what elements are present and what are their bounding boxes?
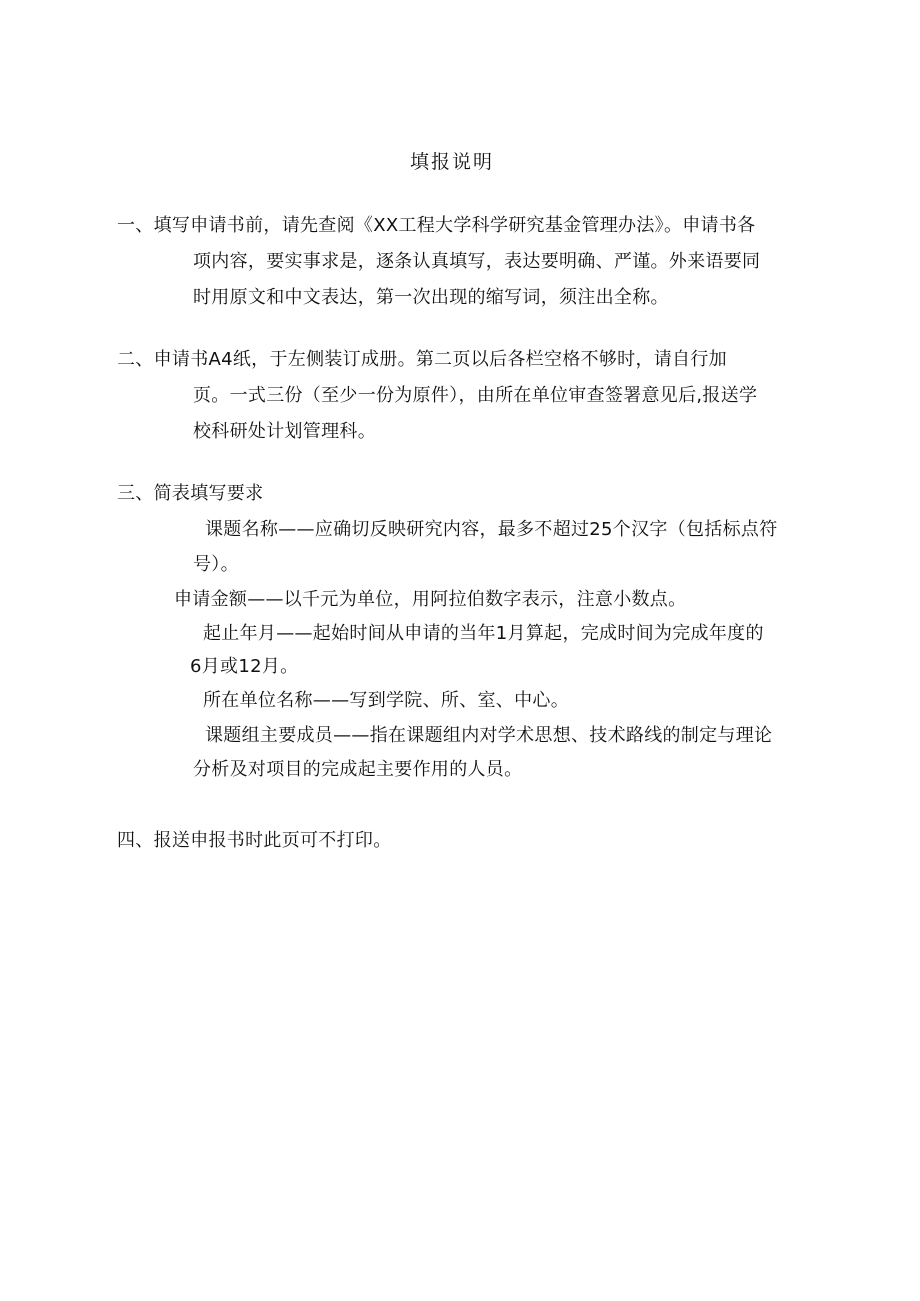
section3-heading: 三、简表填写要求 (117, 483, 264, 504)
section1-line2: 项内容，要实事求是，逐条认真填写，表达要明确、严谨。外来语要同 (193, 251, 761, 272)
section2-line3: 校科研处计划管理科。 (193, 421, 376, 442)
members-line2: 分析及对项目的完成起主要作用的人员。 (193, 759, 523, 780)
members-line1: 课题组主要成员——指在课题组内对学术思想、技术路线的制定与理论 (205, 725, 773, 746)
section4-line: 四、报送申报书时此页可不打印。 (117, 830, 392, 851)
topic-name-line2: 号）。 (193, 554, 239, 575)
section1-line3: 时用原文和中文表达，第一次出现的缩写词，须注出全称。 (193, 287, 669, 308)
page-title: 填报说明 (410, 151, 495, 173)
period-line2: 6月或12月。 (190, 656, 299, 677)
section1-line1: 一、填写申请书前，请先查阅《XX工程大学科学研究基金管理办法》。申请书各 (117, 215, 756, 236)
section2-line1: 二、申请书A4纸，于左侧装订成册。第二页以后各栏空格不够时，请自行加 (117, 349, 727, 370)
section2-line2: 页。一式三份（至少一份为原件），由所在单位审查签署意见后,报送学 (193, 385, 758, 406)
amount-line: 申请金额——以千元为单位，用阿拉伯数字表示，注意小数点。 (174, 589, 687, 610)
period-line1: 起止年月——起始时间从申请的当年1月算起，完成时间为完成年度的 (203, 623, 764, 644)
topic-name-line1: 课题名称——应确切反映研究内容，最多不超过25个汉字（包括标点符 (205, 519, 778, 540)
unit-name-line: 所在单位名称——写到学院、所、室、中心。 (203, 690, 569, 711)
